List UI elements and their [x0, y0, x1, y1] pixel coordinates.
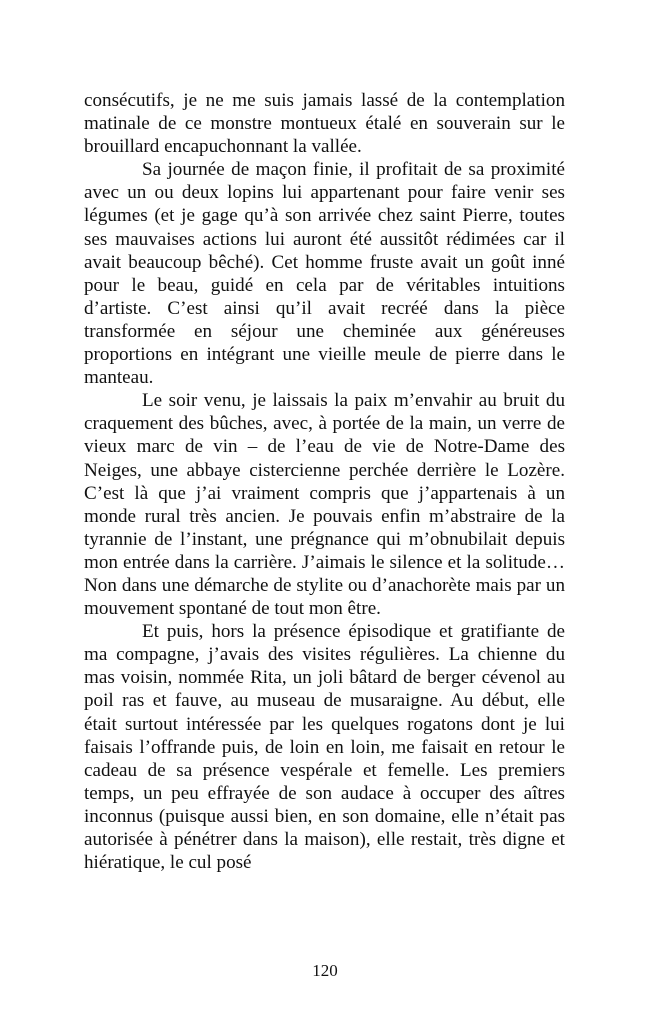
page-number: 120: [312, 961, 338, 980]
paragraph-visits: Et puis, hors la présence épisodique et gratifiante de ma compagne, j’avais des visites régulières. La chienne du mas voisin, nommée Rita, un joli bâtard de berger cévenol au poil ras et fauve, au museau de musaraigne. Au début, elle était surtout intéressée par les quelques rogatons dont je lui faisais l’offrande puis, de loin en loin, me faisait en retour le cadeau de sa présence vespérale et femelle. Les premiers temps, un peu effrayée de son audace à occuper des aîtres inconnus (puisque aussi bien, en son domaine, elle n’était pas autorisée à pénétrer dans la maison), elle restait, très digne et hiératique, le cul posé: [84, 621, 565, 874]
paragraph-continuation: consécutifs, je ne me suis jamais lassé de la contemplation matinale de ce monstre montueux étalé en souverain sur le brouillard encapuchonnant la vallée.: [84, 90, 565, 158]
paragraph-evening: Le soir venu, je laissais la paix m’envahir au bruit du craquement des bûches, avec, à portée de la main, un verre de vieux marc de vin – de l’eau de vie de Notre-Dame des Neiges, une abbaye cistercienne perchée derrière le Lozère. C’est là que j’ai vraiment compris que j’appartenais à un monde rural très ancien. Je pouvais enfin m’abstraire de la tyrannie de l’instant, une prégnance qui m’obnubilait depuis mon entrée dans la carrière. J’aimais le silence et la solitude… Non dans une démarche de stylite ou d’anachorète mais par un mouvement spontané de tout mon être.: [84, 390, 565, 620]
page-body: [84, 89, 565, 874]
paragraph-mason: Sa journée de maçon finie, il profitait de sa proximité avec un ou deux lopins lui appartenant pour faire venir ses légumes (et je gage qu’à son arrivée chez saint Pierre, toutes ses mauvaises actions lui auront été aussitôt rédimées car il avait beaucoup bêché). Cet homme fruste avait un goût inné pour le beau, guidé en cela par de véritables intuitions d’artiste. C’est ainsi qu’il avait recréé dans la pièce transformée en séjour une cheminée aux généreuses proportions en intégrant une vieille meule de pierre dans le manteau.: [84, 159, 565, 389]
